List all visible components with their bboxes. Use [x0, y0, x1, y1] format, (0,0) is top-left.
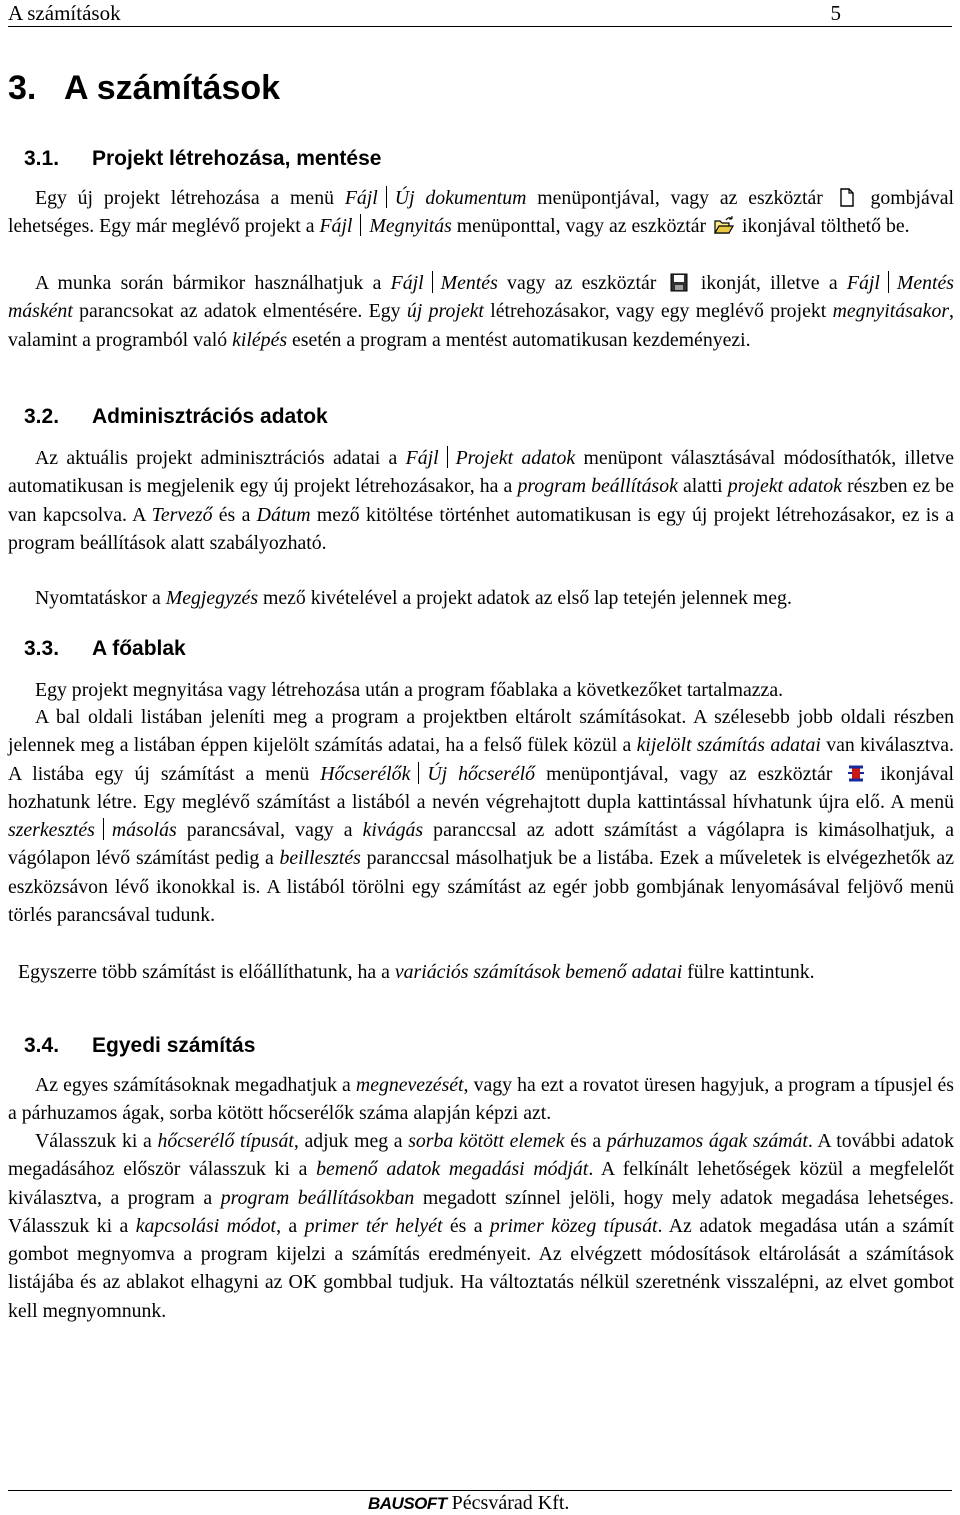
new-heat-exchanger-icon	[846, 764, 866, 783]
open-folder-icon	[714, 216, 734, 235]
section-title: Adminisztrációs adatok	[92, 405, 328, 428]
menu-separator	[103, 818, 104, 840]
section-number: 3.1.	[24, 147, 60, 170]
section-3-4-heading	[24, 1033, 255, 1059]
paragraph-new-project: Egy új projekt létrehozása a menü Fájl Új dokumentum menüpontjával, vagy az eszköztár gombjával lehetséges. Egy már meglévő projekt a Fájl Megnyitás menüponttal, vagy az eszköztár ikonjával tölthető be.	[8, 187, 954, 238]
section-3-1-heading	[24, 146, 381, 172]
paragraph-calc-list: A bal oldali listában jeleníti meg a program a projektben eltárolt számításokat. A szélesebb jobb oldali részben jelennek meg a listában éppen kijelölt számítás adatai, ha a felső fülek közül a kijelölt számítás adatai van kiválasztva. A listába egy új számítást a menü Hőcserélők Új hőcserélő menüpontjával, vagy az eszköztár ikonjával hozhatunk létre. Egy meglévő számítást a listából a nevén végrehajtott dupla kattintással hívhatunk újra elő. A menü szerkesztés másolás parancsával, vagy a kivágás paranccsal az adott számítást a vágólapra is kimásolhatjuk, a vágólapon lévő számítást pedig a beillesztés paranccsal másolhatjuk be a listába. Ezek a műveletek is elvégezhetők az eszközsávon lévő ikonokkal is. A listából törölni egy számítást az egér jobb gombjának lenyomásával feljövő menü törlés parancsával tudunk.	[8, 706, 955, 927]
paragraph-variations: Egyszerre több számítást is előállíthatunk, ha a variációs számítások bemenő adatai fülre kattintunk.	[18, 961, 815, 983]
menu-separator	[888, 271, 889, 293]
new-document-icon	[837, 188, 857, 207]
paragraph-naming: Az egyes számításoknak megadhatjuk a megnevezését, vagy ha ezt a rovatot üresen hagyjuk, a program a típusjel és a párhuzamos ágak, sorba kötött hőcserélők száma alapján képzi azt.	[8, 1074, 954, 1125]
menu-separator	[447, 446, 448, 468]
running-header	[8, 0, 952, 27]
page-number: 5	[830, 1, 841, 25]
save-disk-icon	[669, 273, 689, 292]
chapter-heading	[8, 68, 280, 108]
paragraph-calc-steps: Válasszuk ki a hőcserélő típusát, adjuk meg a sorba kötött elemek és a párhuzamos ágak számát. A további adatok megadásához először válasszuk ki a bemenő adatok megadási módját. A felkínált lehetőségek közül a megfelelőt kiválasztva, a program a program beállításokban megadott színnel jelöli, hogy mely adatok megadása lehetséges. Válasszuk ki a kapcsolási módot, a primer tér helyét és a primer közeg típusát. Az adatok megadása után a számít gombot megnyomva a program kijelzi a számítás eredményeit. Az elvégzett módosítások eltárolását a számítások listájába és az ablakot elhagyni az OK gombbal tudjuk. Ha változtatás nélkül szeretnénk visszalépni, az elvet gombot kell megnyomnunk.	[8, 1130, 955, 1322]
menu-separator	[386, 186, 387, 208]
section-title: Egyedi számítás	[92, 1034, 256, 1057]
paragraph-admin-data: Az aktuális projekt adminisztrációs adatai a Fájl Projekt adatok menüpont választásával módosíthatók, illetve automatikusan is megjelenik egy új projekt létrehozásakor, ha a program beállítások alatti projekt adatok részben ez be van kapcsolva. A Tervező és a Dátum mező kitöltése történhet automatikusan is egy új projekt létrehozásakor, ez is a program beállítások alatt szabályozható.	[8, 447, 955, 554]
header-title: A számítások	[8, 1, 121, 25]
paragraph-main-window: Egy projekt megnyitása vagy létrehozása után a program főablaka a következőket tartalmazza.	[35, 679, 784, 701]
paragraph-save: A munka során bármikor használhatjuk a Fájl Mentés vagy az eszköztár ikonját, illetve a Fájl Mentés másként parancsokat az adatok elmentésére. Egy új projekt létrehozásakor, vagy egy meglévő projekt megnyitásakor, valamint a programból való kilépés esetén a program a mentést automatikusan kezdeményezi.	[8, 272, 954, 351]
paragraph-printing: Nyomtatáskor a Megjegyzés mező kivételével a projekt adatok az első lap tetején jelennek meg.	[35, 587, 792, 609]
section-3-3-heading	[24, 636, 186, 662]
bausoft-logo: BAUSOFT	[368, 1494, 447, 1513]
menu-separator	[418, 762, 419, 784]
page-footer	[0, 1484, 960, 1512]
chapter-number: 3.	[8, 69, 37, 107]
section-number: 3.4.	[24, 1034, 60, 1057]
menu-separator	[432, 271, 433, 293]
section-title: Projekt létrehozása, mentése	[92, 147, 382, 170]
footer-rule	[8, 1490, 952, 1491]
section-3-2-heading	[24, 404, 328, 430]
company-name: Pécsvárad Kft.	[451, 1492, 570, 1514]
section-title: A főablak	[92, 637, 186, 660]
section-number: 3.2.	[24, 405, 60, 428]
menu-separator	[360, 214, 361, 236]
section-number: 3.3.	[24, 637, 60, 660]
chapter-title: A számítások	[64, 69, 281, 107]
